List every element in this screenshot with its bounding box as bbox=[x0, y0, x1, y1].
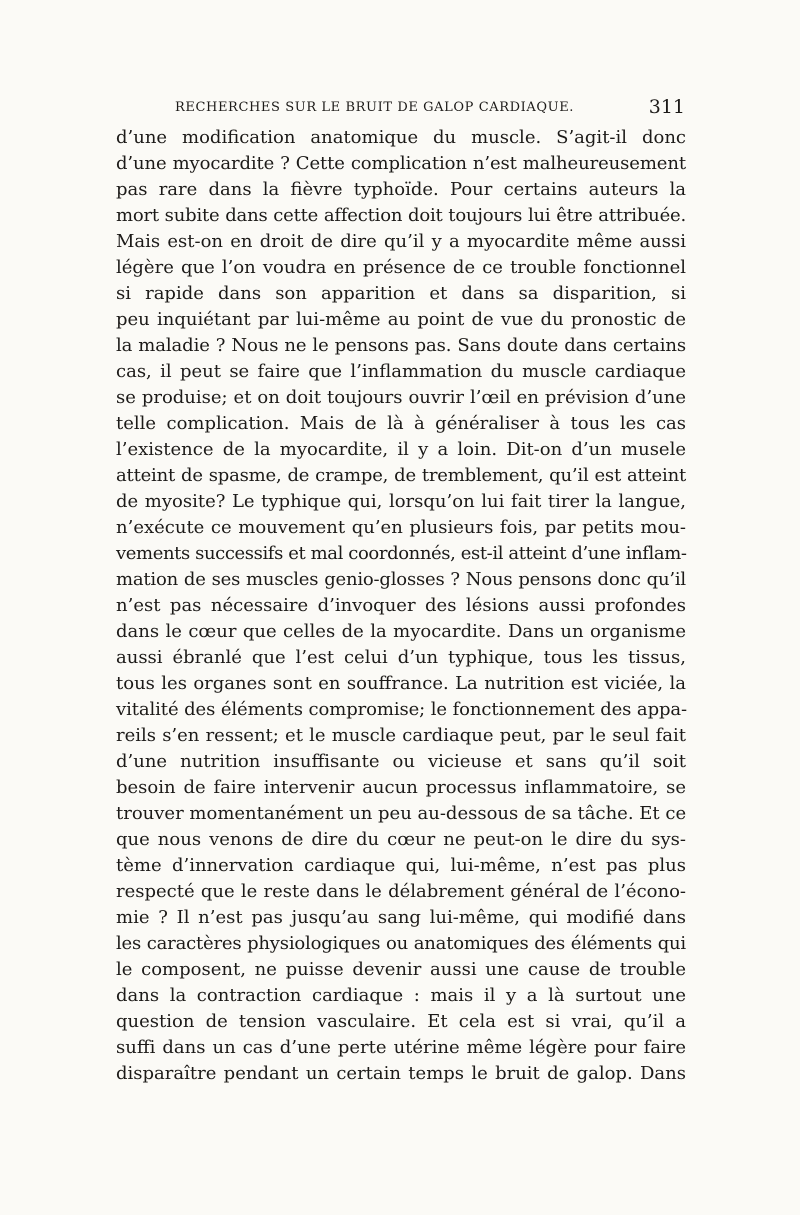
running-title: RECHERCHES SUR LE BRUIT DE GALOP CARDIAQUE. bbox=[175, 100, 575, 115]
page-header bbox=[175, 98, 685, 124]
text-line: mation de ses muscles genio-glosses ? Nous pensons donc qu’il bbox=[116, 569, 686, 590]
text-line: vements successifs et mal coordonnés, est-il atteint d’une inflam- bbox=[116, 543, 687, 564]
text-line: respecté que le reste dans le délabrement général de l’écono- bbox=[116, 881, 686, 902]
page-number: 311 bbox=[648, 96, 685, 118]
text-line: reils s’en ressent; et le muscle cardiaque peut, par le seul fait bbox=[116, 725, 686, 746]
text-line: d’une myocardite ? Cette complication n’est malheureusement bbox=[116, 153, 686, 174]
text-line: d’une modification anatomique du muscle. S’agit-il donc bbox=[116, 127, 686, 148]
text-line: suffi dans un cas d’une perte utérine même légère pour faire bbox=[116, 1037, 686, 1058]
text-line: les caractères physiologiques ou anatomiques des éléments qui bbox=[116, 933, 686, 954]
text-line: mie ? Il n’est pas jusqu’au sang lui-même, qui modifié dans bbox=[116, 907, 686, 928]
text-line: disparaître pendant un certain temps le bruit de galop. Dans bbox=[116, 1063, 686, 1084]
text-line: atteint de spasme, de crampe, de tremblement, qu’il est atteint bbox=[116, 465, 686, 486]
text-line: légère que l’on voudra en présence de ce trouble fonctionnel bbox=[116, 257, 686, 278]
text-line: de myosite? Le typhique qui, lorsqu’on lui fait tirer la langue, bbox=[116, 491, 686, 512]
text-line: Mais est-on en droit de dire qu’il y a myocardite même aussi bbox=[116, 231, 686, 252]
text-line: dans la contraction cardiaque : mais il y a là surtout une bbox=[116, 985, 686, 1006]
text-line: aussi ébranlé que l’est celui d’un typhique, tous les tissus, bbox=[116, 647, 686, 668]
text-line: n’exécute ce mouvement qu’en plusieurs fois, par petits mou- bbox=[116, 517, 686, 538]
text-line: trouver momentanément un peu au-dessous de sa tâche. Et ce bbox=[116, 803, 687, 824]
text-line: pas rare dans la fièvre typhoïde. Pour certains auteurs la bbox=[116, 179, 686, 200]
text-line: telle complication. Mais de là à généraliser à tous les cas bbox=[116, 413, 686, 434]
text-line: peu inquiétant par lui-même au point de vue du pronostic de bbox=[116, 309, 686, 330]
text-line: besoin de faire intervenir aucun processus inflammatoire, se bbox=[116, 777, 686, 798]
body-text bbox=[116, 125, 686, 1087]
text-line: le composent, ne puisse devenir aussi une cause de trouble bbox=[116, 959, 686, 980]
text-line: question de tension vasculaire. Et cela est si vrai, qu’il a bbox=[116, 1011, 686, 1032]
text-line: d’une nutrition insuffisante ou vicieuse et sans qu’il soit bbox=[116, 751, 686, 772]
text-line: cas, il peut se faire que l’inflammation du muscle cardiaque bbox=[116, 361, 686, 382]
text-line: l’existence de la myocardite, il y a loin. Dit-on d’un musele bbox=[116, 439, 686, 460]
text-line: mort subite dans cette affection doit toujours lui être attribuée. bbox=[116, 205, 686, 226]
text-line: se produise; et on doit toujours ouvrir l’œil en prévision d’une bbox=[116, 387, 686, 408]
text-line: tème d’innervation cardiaque qui, lui-même, n’est pas plus bbox=[116, 855, 686, 876]
text-line: n’est pas nécessaire d’invoquer des lésions aussi profondes bbox=[116, 595, 686, 616]
text-line: la maladie ? Nous ne le pensons pas. Sans doute dans certains bbox=[116, 335, 686, 356]
text-line: vitalité des éléments compromise; le fonctionnement des appa- bbox=[116, 699, 688, 720]
text-line: tous les organes sont en souffrance. La nutrition est viciée, la bbox=[116, 673, 686, 694]
text-line: dans le cœur que celles de la myocardite. Dans un organisme bbox=[116, 621, 686, 642]
text-line: si rapide dans son apparition et dans sa disparition, si bbox=[116, 283, 686, 304]
text-line: que nous venons de dire du cœur ne peut-on le dire du sys- bbox=[116, 829, 686, 850]
